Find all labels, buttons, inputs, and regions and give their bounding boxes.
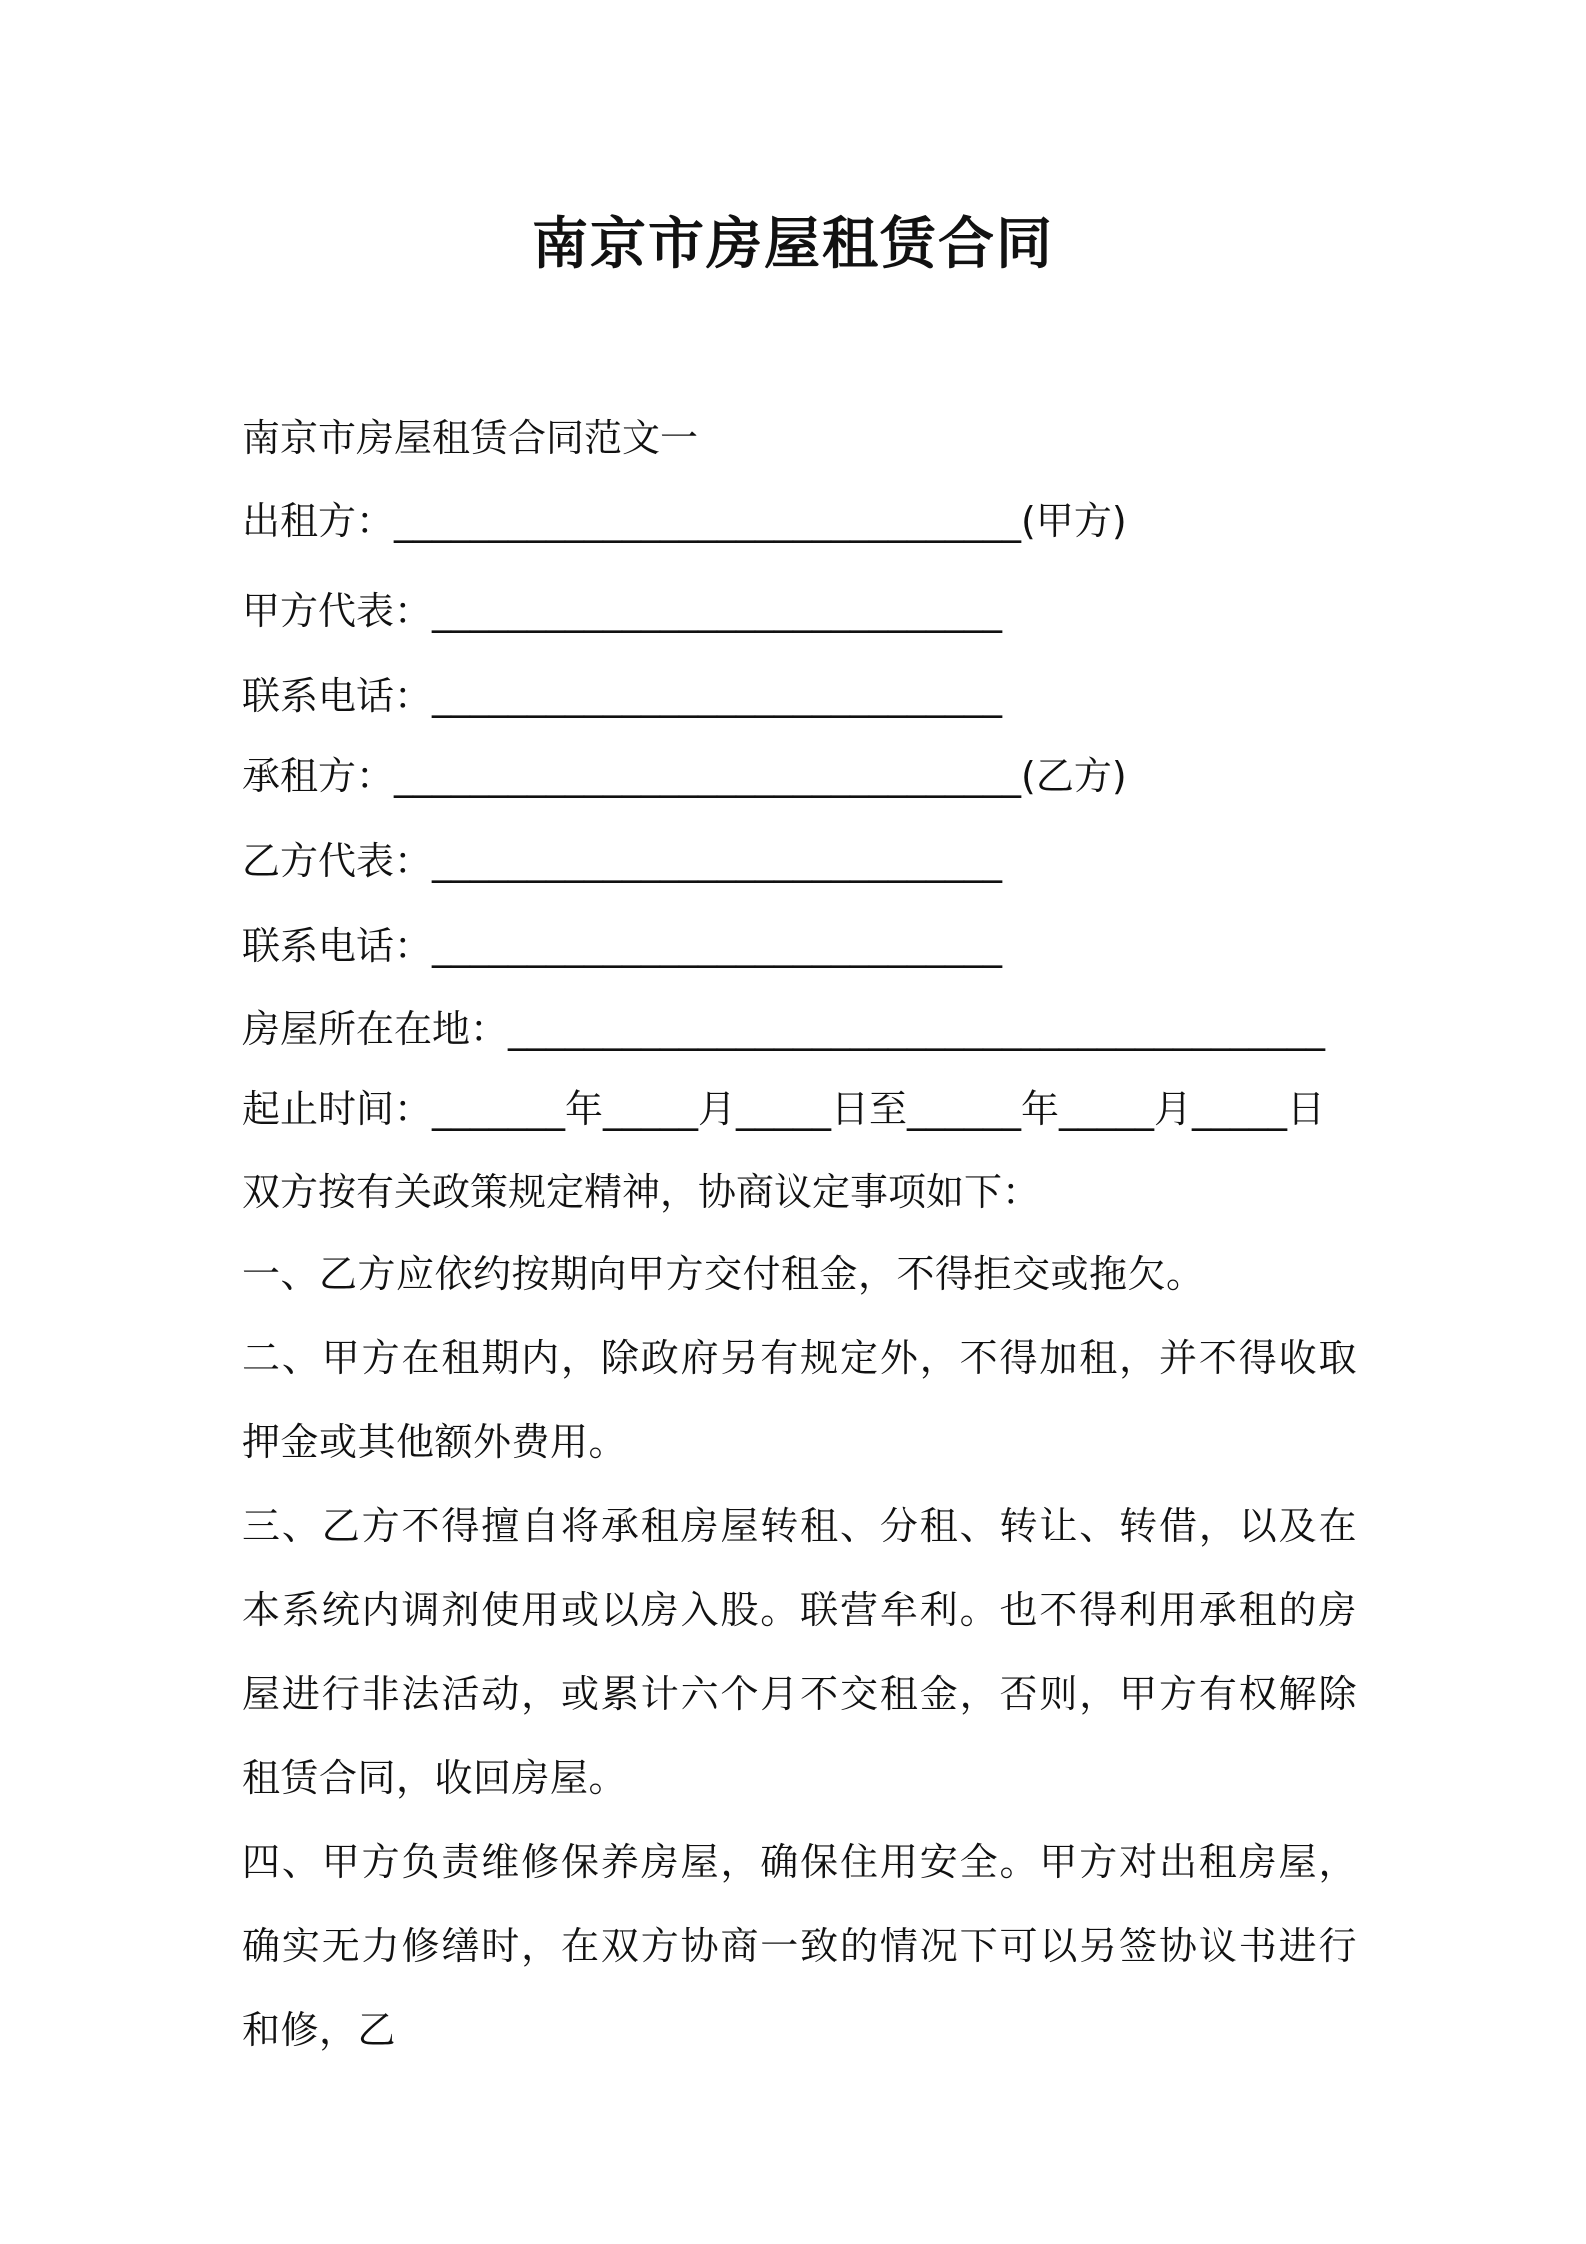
document-subtitle: 南京市房屋租赁合同范文一	[242, 416, 699, 460]
lessee-field: 承租方：_________________________________(乙方)	[242, 754, 1127, 798]
party-a-phone-field: 联系电话：______________________________	[242, 674, 1003, 718]
agreement-intro: 双方按有关政策规定精神，协商议定事项如下：	[242, 1170, 1041, 1214]
party-a-representative-field: 甲方代表：______________________________	[242, 589, 1003, 633]
lease-period-field: 起止时间：_______年_____月_____日至______年_____月_____日	[242, 1087, 1326, 1131]
party-b-phone-field: 联系电话：______________________________	[242, 924, 1003, 968]
document-title: 南京市房屋租赁合同	[532, 212, 1054, 277]
lessor-field: 出租方：_________________________________(甲方)	[242, 499, 1127, 543]
party-b-representative-field: 乙方代表：______________________________	[242, 839, 1003, 883]
clause-3: 三、乙方不得擅自将承租房屋转租、分租、转让、转借，以及在本系统内调剂使用或以房入股。联营牟利。也不得利用承租的房屋进行非法活动，或累计六个月不交租金，否则，甲方有权解除租赁合同，收回房屋。	[242, 1504, 1357, 1800]
clause-2: 二、甲方在租期内，除政府另有规定外，不得加租，并不得收取押金或其他额外费用。	[242, 1336, 1357, 1464]
clause-4: 四、甲方负责维修保养房屋，确保住用安全。甲方对出租房屋，确实无力修缮时，在双方协商一致的情况下可以另签协议书进行和修，乙	[242, 1840, 1357, 2052]
clause-1: 一、乙方应依约按期向甲方交付租金，不得拒交或拖欠。	[242, 1252, 1205, 1296]
property-location-field: 房屋所在在地：___________________________________________	[242, 1007, 1326, 1051]
